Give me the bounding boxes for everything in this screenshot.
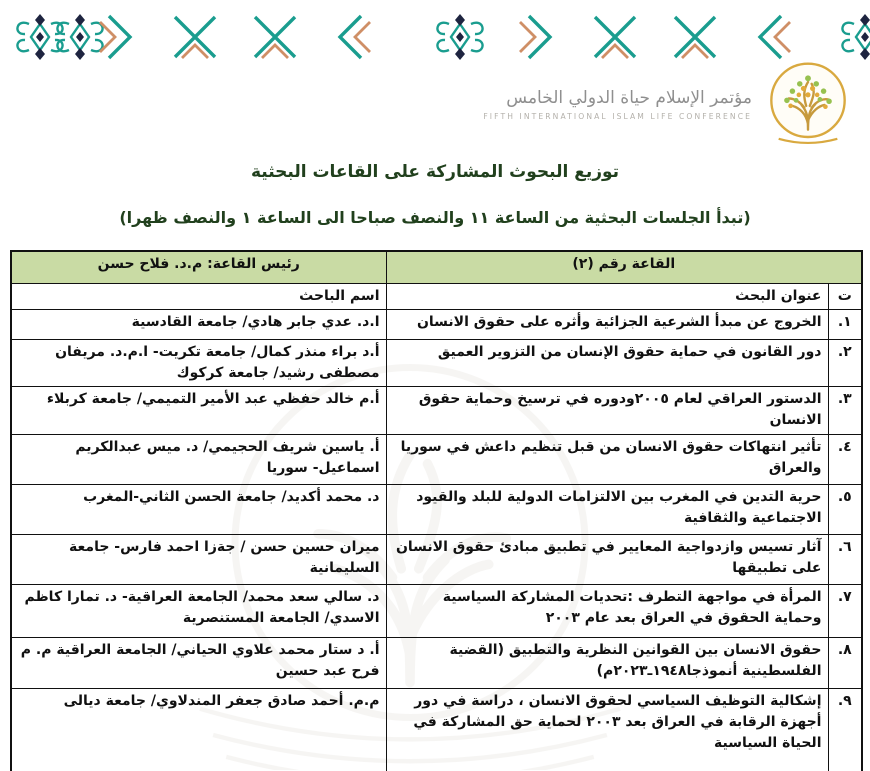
room-chair-header: رئيس القاعة: م.د. فلاح حسن: [11, 251, 386, 283]
conference-name-arabic: مؤتمر الإسلام حياة الدولي الخامس: [506, 87, 752, 108]
table-row-column-headers: [11, 283, 862, 309]
page-title: توزيع البحوث المشاركة على القاعات البحثية: [250, 162, 620, 182]
research-title: حقوق الانسان بين القوانين النظرية والتطبيق (القضية الفلسطينية أنموذجا١٩٤٨ـ٢٠٢٣م): [386, 637, 828, 688]
table-row: [11, 534, 862, 584]
table-row: [11, 584, 862, 637]
table-row: [11, 484, 862, 534]
row-index: ٣.: [828, 386, 862, 434]
table-row: [11, 434, 862, 484]
row-index: ٨.: [828, 637, 862, 688]
conference-name-english: FIFTH INTERNATIONAL ISLAM LIFE CONFERENCE: [483, 111, 752, 121]
row-index: ٢.: [828, 339, 862, 386]
research-title: آثار تسيس وازدواجية المعايير في تطبيق مبادئ حقوق الانسان على تطبيقها: [386, 534, 828, 584]
row-index: ٤.: [828, 434, 862, 484]
table-row: [11, 309, 862, 339]
research-title: المرأة في مواجهة التطرف :تحديات المشاركة السياسية وحماية الحقوق في العراق بعد عام ٢٠٠٣: [386, 584, 828, 637]
column-header-title: عنوان البحث: [386, 283, 828, 309]
column-header-researcher: اسم الباحث: [11, 283, 386, 309]
research-title: الدستور العراقي لعام ٢٠٠٥ودوره في ترسيخ وحماية حقوق الانسان: [386, 386, 828, 434]
researcher-name: د. محمد أكديد/ جامعة الحسن الثاني-المغرب: [11, 484, 386, 534]
table-row: [11, 688, 862, 771]
researcher-name: أ.د براء منذر كمال/ جامعة تكريت- ا.م.د. مريفان مصطفى رشيد/ جامعة كركوك: [11, 339, 386, 386]
table-row: [11, 386, 862, 434]
page-subtitle: (تبدأ الجلسات البحثية من الساعة ١١ والنصف صباحا الى الساعة ١ والنصف ظهرا): [119, 208, 751, 227]
research-title: حرية التدين في المغرب بين الالتزامات الدولية للبلد والقيود الاجتماعية والثقافية: [386, 484, 828, 534]
research-title: تأثير انتهاكات حقوق الانسان من قبل تنظيم داعش في سوريا والعراق: [386, 434, 828, 484]
room-number-header: القاعة رقم (٢): [386, 251, 862, 283]
researcher-name: ا.د. عدي جابر هادي/ جامعة القادسية: [11, 309, 386, 339]
tree-logo-icon: [762, 60, 854, 148]
row-index: ٩.: [828, 688, 862, 771]
row-index: ٦.: [828, 534, 862, 584]
researcher-name: ميران حسين حسن / جةزا احمد فارس- جامعة السليمانية: [11, 534, 386, 584]
research-distribution-table: [10, 250, 863, 771]
column-header-index: ت: [828, 283, 862, 309]
researcher-name: أ. ياسين شريف الحجيمي/ د. ميس عبدالكريم اسماعيل- سوريا: [11, 434, 386, 484]
research-title: إشكالية التوظيف السياسي لحقوق الانسان ، دراسة في دور أجهزة الرقابة في العراق بعد ٢٠٠٣ لحماية حق المشاركة في الحياة السياسية: [386, 688, 828, 771]
researcher-name: م.م. أحمد صادق جعفر المندلاوي/ جامعة ديالى: [11, 688, 386, 771]
research-title: دور القانون في حماية حقوق الإنسان من التزوير العميق: [386, 339, 828, 386]
row-index: ١.: [828, 309, 862, 339]
table-row: [11, 637, 862, 688]
researcher-name: د. سالي سعد محمد/ الجامعة العراقية- د. تمارا كاظم الاسدي/ الجامعة المستنصرية: [11, 584, 386, 637]
researcher-name: أ. د ستار محمد علاوي الحياني/ الجامعة العراقية م. م فرح عبد حسين: [11, 637, 386, 688]
table-row: [11, 339, 862, 386]
table-row-room-header: [11, 251, 862, 283]
row-index: ٧.: [828, 584, 862, 637]
researcher-name: أ.م خالد حفظي عبد الأمير التميمي/ جامعة كربلاء: [11, 386, 386, 434]
decorative-border-pattern: [0, 12, 870, 62]
row-index: ٥.: [828, 484, 862, 534]
research-title: الخروج عن مبدأ الشرعية الجزائية وأثره على حقوق الانسان: [386, 309, 828, 339]
conference-logo: [483, 60, 854, 148]
